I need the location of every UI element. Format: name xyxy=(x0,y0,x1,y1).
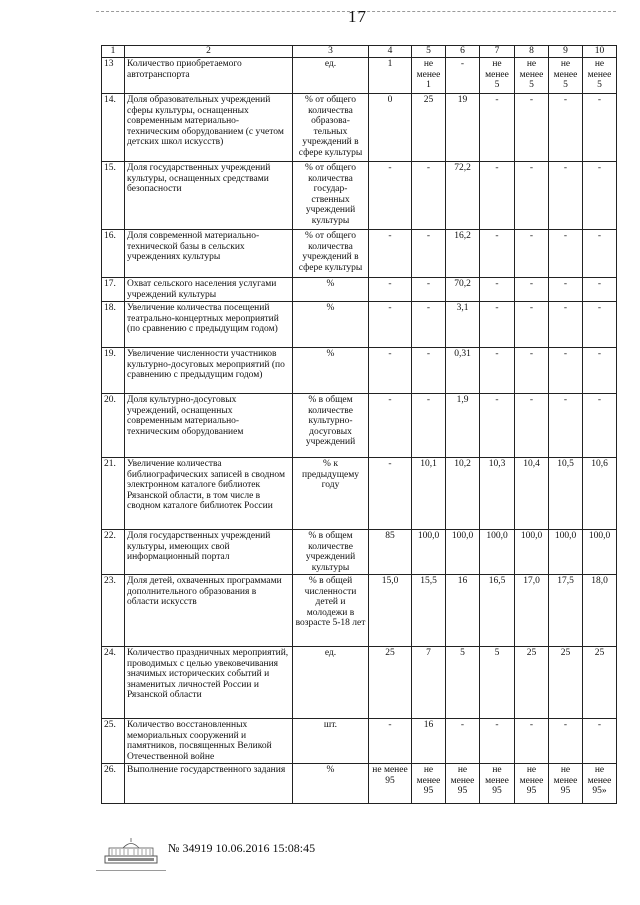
value-cell: - xyxy=(446,719,480,764)
value-cell: - xyxy=(480,94,515,162)
value-cell: не менее 95 xyxy=(369,764,412,804)
indicator-name: Увеличение количества библиографических записей в сводном электронном каталоге библиотек Рязанской области, в том числе в сводном каталоге библиотек России xyxy=(125,458,293,530)
stamp-underline xyxy=(96,870,166,871)
header-cell: 3 xyxy=(293,46,369,58)
value-cell: - xyxy=(549,230,583,278)
value-cell: - xyxy=(515,278,549,302)
value-cell: - xyxy=(446,58,480,94)
row-number: 20. xyxy=(102,394,125,458)
header-cell: 9 xyxy=(549,46,583,58)
value-cell: 16,5 xyxy=(480,575,515,647)
value-cell: - xyxy=(549,162,583,230)
value-cell: - xyxy=(515,719,549,764)
value-cell: 17,5 xyxy=(549,575,583,647)
indicator-name: Доля образовательных учреждений сферы культуры, оснащенных современным материально-техническим оборудованием (с учетом детских школ искусств) xyxy=(125,94,293,162)
value-cell: 15,0 xyxy=(369,575,412,647)
value-cell: 17,0 xyxy=(515,575,549,647)
indicator-name: Выполнение государственного задания xyxy=(125,764,293,804)
value-cell: 72,2 xyxy=(446,162,480,230)
value-cell: 1,9 xyxy=(446,394,480,458)
value-cell: 25 xyxy=(412,94,446,162)
value-cell: 25 xyxy=(583,647,617,719)
value-cell: 1 xyxy=(369,58,412,94)
value-cell: не менее 5 xyxy=(583,58,617,94)
table-row xyxy=(102,348,617,394)
value-cell: - xyxy=(412,302,446,348)
indicator-name: Количество праздничных мероприятий, проводимых с целью увековечивания значимых исторических событий и знаменитых личностей России и Рязанской области xyxy=(125,647,293,719)
header-cell: 1 xyxy=(102,46,125,58)
value-cell: 25 xyxy=(549,647,583,719)
header-cell: 8 xyxy=(515,46,549,58)
value-cell: - xyxy=(549,94,583,162)
value-cell: 10,1 xyxy=(412,458,446,530)
indicator-name: Доля современной материально-технической базы в сельских учреждениях культуры xyxy=(125,230,293,278)
indicator-name: Увеличение численности участников культурно-досуговых мероприятий (по сравнению с предыдущим годом) xyxy=(125,348,293,394)
unit-cell: ед. xyxy=(293,647,369,719)
value-cell: не менее 95 xyxy=(549,764,583,804)
unit-cell: ед. xyxy=(293,58,369,94)
table-row xyxy=(102,302,617,348)
header-cell: 4 xyxy=(369,46,412,58)
indicator-name: Увеличение количества посещений театрально-концертных мероприятий (по сравнению с предыдущим годом) xyxy=(125,302,293,348)
value-cell: - xyxy=(515,394,549,458)
value-cell: 10,3 xyxy=(480,458,515,530)
value-cell: 100,0 xyxy=(480,530,515,575)
row-number: 16. xyxy=(102,230,125,278)
row-number: 13 xyxy=(102,58,125,94)
unit-cell: % к предыдущему году xyxy=(293,458,369,530)
value-cell: - xyxy=(412,230,446,278)
value-cell: - xyxy=(369,302,412,348)
table-row xyxy=(102,58,617,94)
row-number: 15. xyxy=(102,162,125,230)
value-cell: - xyxy=(549,394,583,458)
page-number: 17 xyxy=(348,7,367,26)
value-cell: - xyxy=(480,302,515,348)
value-cell: - xyxy=(549,348,583,394)
row-number: 18. xyxy=(102,302,125,348)
row-number: 25. xyxy=(102,719,125,764)
unit-cell: шт. xyxy=(293,719,369,764)
value-cell: - xyxy=(583,394,617,458)
value-cell: 5 xyxy=(446,647,480,719)
value-cell: 100,0 xyxy=(412,530,446,575)
value-cell: - xyxy=(515,348,549,394)
unit-cell: % xyxy=(293,302,369,348)
value-cell: не менее 5 xyxy=(480,58,515,94)
value-cell: 3,1 xyxy=(446,302,480,348)
value-cell: не менее 5 xyxy=(515,58,549,94)
value-cell: - xyxy=(480,278,515,302)
value-cell: 0 xyxy=(369,94,412,162)
indicator-name: Доля государственных учреждений культуры, имеющих свой информационный портал xyxy=(125,530,293,575)
table-row xyxy=(102,162,617,230)
value-cell: 100,0 xyxy=(446,530,480,575)
value-cell: - xyxy=(515,162,549,230)
value-cell: 7 xyxy=(412,647,446,719)
government-stamp-logo xyxy=(103,836,159,866)
header-cell: 6 xyxy=(446,46,480,58)
header-cell: 2 xyxy=(125,46,293,58)
unit-cell: % xyxy=(293,348,369,394)
value-cell: 10,2 xyxy=(446,458,480,530)
value-cell: 0,31 xyxy=(446,348,480,394)
value-cell: - xyxy=(480,394,515,458)
value-cell: 16 xyxy=(412,719,446,764)
value-cell: - xyxy=(583,302,617,348)
value-cell: - xyxy=(549,278,583,302)
unit-cell: % в общем количестве культурно-досуговых учреждений xyxy=(293,394,369,458)
table-row xyxy=(102,230,617,278)
value-cell: не менее 95 xyxy=(480,764,515,804)
table-row xyxy=(102,719,617,764)
value-cell: - xyxy=(583,348,617,394)
row-number: 23. xyxy=(102,575,125,647)
indicator-name: Доля детей, охваченных программами дополнительного образования в области искусств xyxy=(125,575,293,647)
value-cell: - xyxy=(549,302,583,348)
unit-cell: % в общей численности детей и молодежи в возрасте 5-18 лет xyxy=(293,575,369,647)
value-cell: - xyxy=(412,348,446,394)
value-cell: - xyxy=(369,394,412,458)
table-row xyxy=(102,575,617,647)
value-cell: 100,0 xyxy=(549,530,583,575)
value-cell: не менее 95 xyxy=(515,764,549,804)
value-cell: - xyxy=(480,348,515,394)
value-cell: 15,5 xyxy=(412,575,446,647)
row-number: 26. xyxy=(102,764,125,804)
row-number: 14. xyxy=(102,94,125,162)
value-cell: - xyxy=(412,278,446,302)
value-cell: не менее 1 xyxy=(412,58,446,94)
unit-cell: % xyxy=(293,278,369,302)
row-number: 21. xyxy=(102,458,125,530)
table-row xyxy=(102,647,617,719)
value-cell: 10,6 xyxy=(583,458,617,530)
table-row xyxy=(102,278,617,302)
value-cell: 25 xyxy=(515,647,549,719)
value-cell: - xyxy=(480,162,515,230)
value-cell: - xyxy=(583,230,617,278)
document-registration-number: № 34919 10.06.2016 15:08:45 xyxy=(168,841,316,855)
value-cell: 100,0 xyxy=(583,530,617,575)
value-cell: - xyxy=(369,278,412,302)
value-cell: 5 xyxy=(480,647,515,719)
value-cell: 10,5 xyxy=(549,458,583,530)
indicator-name: Доля культурно-досуговых учреждений, оснащенных современным материально-техническим оборудованием xyxy=(125,394,293,458)
value-cell: не менее 95 xyxy=(446,764,480,804)
table-row xyxy=(102,530,617,575)
unit-cell: % в общем количестве учреждений культуры xyxy=(293,530,369,575)
unit-cell: % от общего количества учреждений в сфере культуры xyxy=(293,230,369,278)
value-cell: 85 xyxy=(369,530,412,575)
header-row xyxy=(102,46,617,58)
value-cell: - xyxy=(583,94,617,162)
value-cell: 18,0 xyxy=(583,575,617,647)
value-cell: - xyxy=(480,719,515,764)
header-cell: 5 xyxy=(412,46,446,58)
value-cell: - xyxy=(583,162,617,230)
indicator-name: Количество приобретаемого автотранспорта xyxy=(125,58,293,94)
value-cell: - xyxy=(515,94,549,162)
value-cell: 19 xyxy=(446,94,480,162)
indicators-table xyxy=(101,45,617,804)
value-cell: - xyxy=(549,719,583,764)
table-row xyxy=(102,764,617,804)
unit-cell: % xyxy=(293,764,369,804)
unit-cell: % от общего количества государ-ственных учреждений культуры xyxy=(293,162,369,230)
value-cell: 25 xyxy=(369,647,412,719)
value-cell: - xyxy=(369,719,412,764)
value-cell: - xyxy=(412,394,446,458)
table-row xyxy=(102,458,617,530)
value-cell: не менее 95 xyxy=(412,764,446,804)
value-cell: - xyxy=(480,230,515,278)
indicator-name: Количество восстановленных мемориальных сооружений и памятников, посвященных Великой Отечественной войне xyxy=(125,719,293,764)
value-cell: - xyxy=(369,162,412,230)
indicator-name: Доля государственных учреждений культуры, оснащенных средствами безопасности xyxy=(125,162,293,230)
row-number: 19. xyxy=(102,348,125,394)
unit-cell: % от общего количества образова-тельных учреждений в сфере культуры xyxy=(293,94,369,162)
value-cell: 100,0 xyxy=(515,530,549,575)
value-cell: 10,4 xyxy=(515,458,549,530)
header-cell: 10 xyxy=(583,46,617,58)
value-cell: - xyxy=(583,719,617,764)
value-cell: - xyxy=(369,458,412,530)
value-cell: - xyxy=(412,162,446,230)
table-row xyxy=(102,94,617,162)
value-cell: - xyxy=(515,230,549,278)
header-cell: 7 xyxy=(480,46,515,58)
value-cell: - xyxy=(369,230,412,278)
value-cell: не менее 5 xyxy=(549,58,583,94)
indicator-name: Охват сельского населения услугами учреждений культуры xyxy=(125,278,293,302)
value-cell: 16 xyxy=(446,575,480,647)
value-cell: - xyxy=(583,278,617,302)
row-number: 22. xyxy=(102,530,125,575)
row-number: 24. xyxy=(102,647,125,719)
value-cell: - xyxy=(515,302,549,348)
table-row xyxy=(102,394,617,458)
value-cell: не менее 95» xyxy=(583,764,617,804)
row-number: 17. xyxy=(102,278,125,302)
value-cell: 16,2 xyxy=(446,230,480,278)
value-cell: 70,2 xyxy=(446,278,480,302)
value-cell: - xyxy=(369,348,412,394)
